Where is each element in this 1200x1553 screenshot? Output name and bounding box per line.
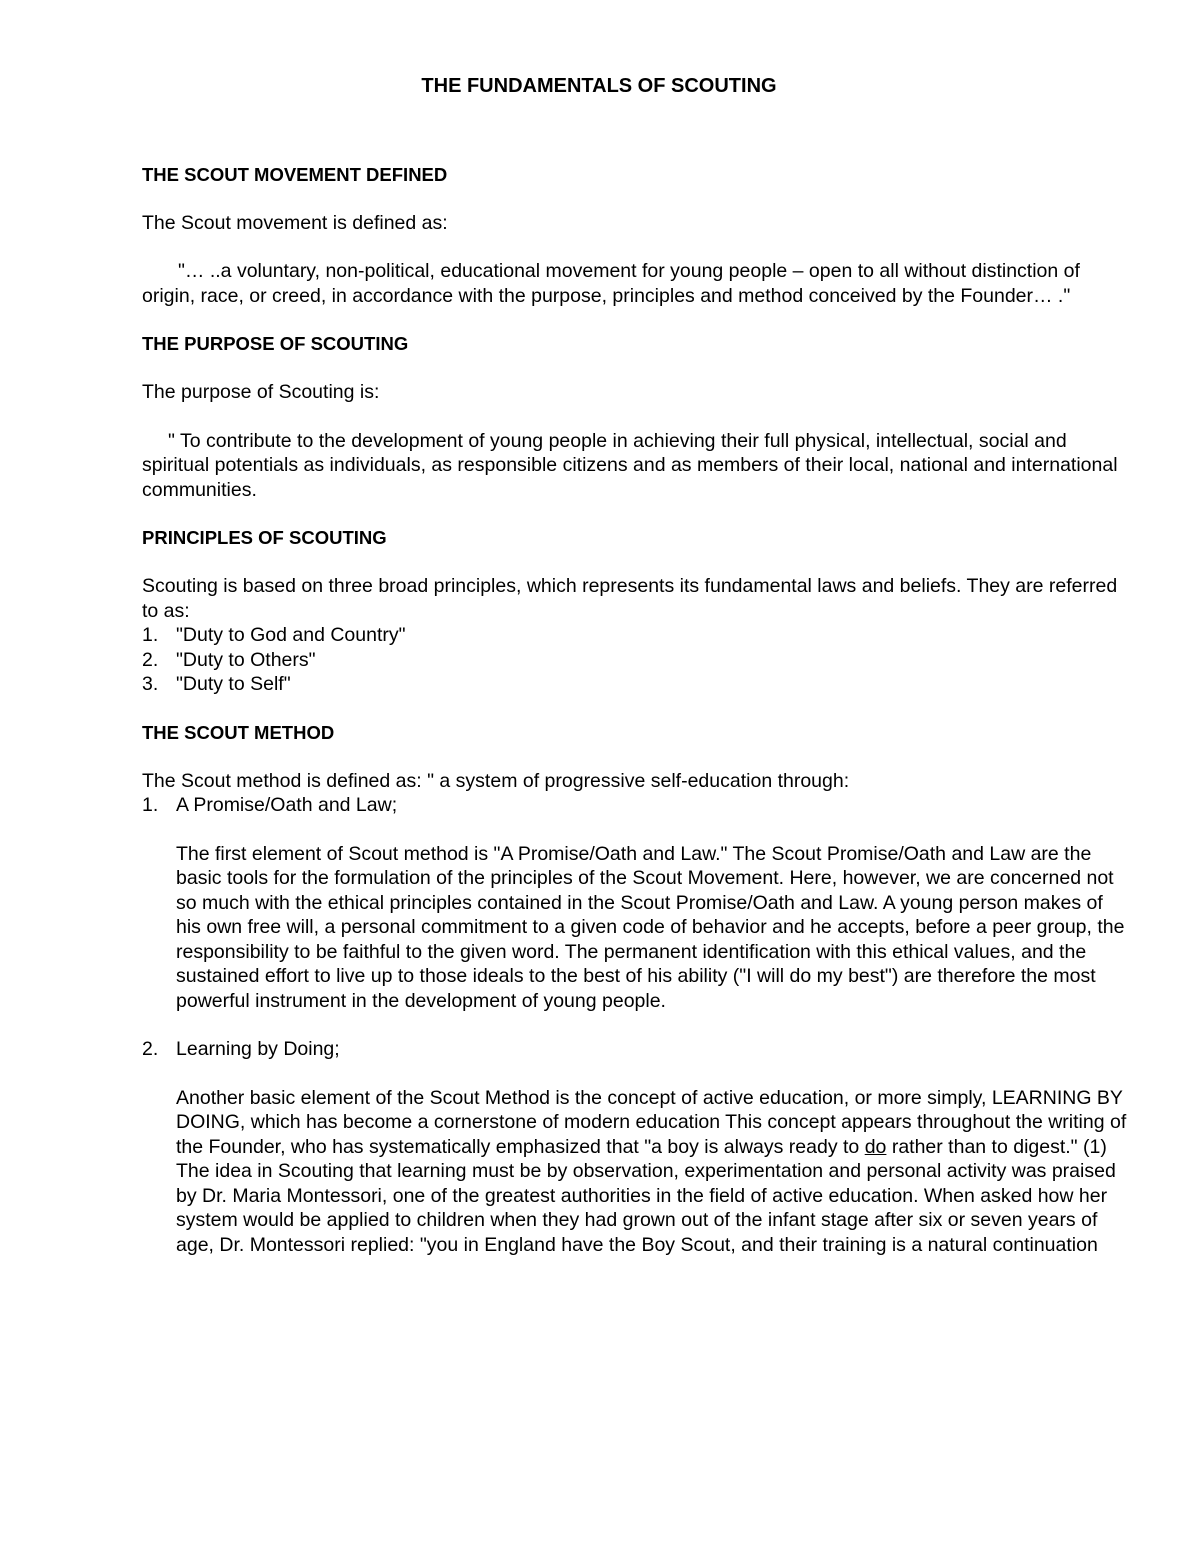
- method-list: [142, 793, 1128, 1257]
- heading-principles: PRINCIPLES OF SCOUTING: [142, 527, 387, 548]
- list-number: 1.: [142, 794, 159, 816]
- heading-scout-method: THE SCOUT METHOD: [142, 721, 335, 743]
- list-text: "Duty to Others": [176, 648, 316, 671]
- method-intro: The Scout method is defined as: " a system of progressive self-education through:: [142, 769, 850, 792]
- list-number: 2.: [142, 1038, 159, 1060]
- list-number: 3.: [142, 673, 159, 695]
- body-text: Another basic element of the Scout Method is the concept of active education, or more simply, LEARNING BY DOING, which has become a cornerstone of modern education This concept appears throughout the writing of the Founder, who has systematically emphasized that "a boy is always ready to: [176, 1086, 1127, 1158]
- purpose-intro: The purpose of Scouting is:: [142, 381, 380, 403]
- underlined-word: do: [864, 1135, 887, 1158]
- list-item: [142, 672, 1128, 697]
- method-item-body: [176, 1086, 1128, 1258]
- body-text: rather than to digest." (1) The idea in Scouting that learning must be by observation, experimentation and personal activity was praised by Dr. Maria Montessori, one of the greatest authorities in the field of active education. When asked how her system would be applied to children when they had grown out of the infant stage after six or seven years of age, Dr. Montessori replied: "you in England have the Boy Scout, and their training is a natural continuation: [176, 1135, 1116, 1256]
- list-item: [142, 1037, 1128, 1257]
- method-item-label: Learning by Doing;: [176, 1038, 340, 1060]
- list-text: "Duty to God and Country": [176, 624, 406, 646]
- method-item-body: The first element of Scout method is "A Promise/Oath and Law." The Scout Promise/Oath and Law are the basic tools for the formulation of the principles of the Scout Movement. Here, however, we are concerned not so much with the ethical principles contained in the Scout Promise/Oath and Law. A young person makes of his own free will, a personal commitment to a given code of behavior and he accepts, before a peer group, the responsibility to be faithful to the given word. The permanent identification with this ethical values, and the sustained effort to live up to those ideals to the best of his ability ("I will do my best") are therefore the most powerful instrument in the development of young people.: [176, 842, 1125, 1012]
- principles-intro: Scouting is based on three broad principles, which represents its fundamental laws and beliefs. They are referred to as:: [142, 575, 1118, 622]
- purpose-quote: " To contribute to the development of young people in achieving their full physical, intellectual, social and spiritual potentials as individuals, as responsible citizens and as members of their local, national and international communities.: [142, 429, 1118, 501]
- defined-intro: The Scout movement is defined as:: [142, 211, 448, 234]
- method-item-label: A Promise/Oath and Law;: [176, 794, 398, 816]
- list-number: 1.: [142, 624, 159, 646]
- list-item: [142, 648, 1128, 673]
- list-item: [142, 623, 1128, 648]
- heading-movement-defined: THE SCOUT MOVEMENT DEFINED: [142, 163, 448, 185]
- heading-purpose: THE PURPOSE OF SCOUTING: [142, 333, 409, 354]
- document-title: THE FUNDAMENTALS OF SCOUTING: [421, 75, 777, 97]
- defined-quote: "… ..a voluntary, non-political, educational movement for young people – open to all without distinction of origin, race, or creed, in accordance with the purpose, principles and method conceived by the Founder… .": [142, 260, 1080, 307]
- list-number: 2.: [142, 648, 159, 671]
- list-text: "Duty to Self": [176, 673, 291, 695]
- principles-list: [142, 623, 1128, 697]
- list-item: [142, 793, 1128, 1013]
